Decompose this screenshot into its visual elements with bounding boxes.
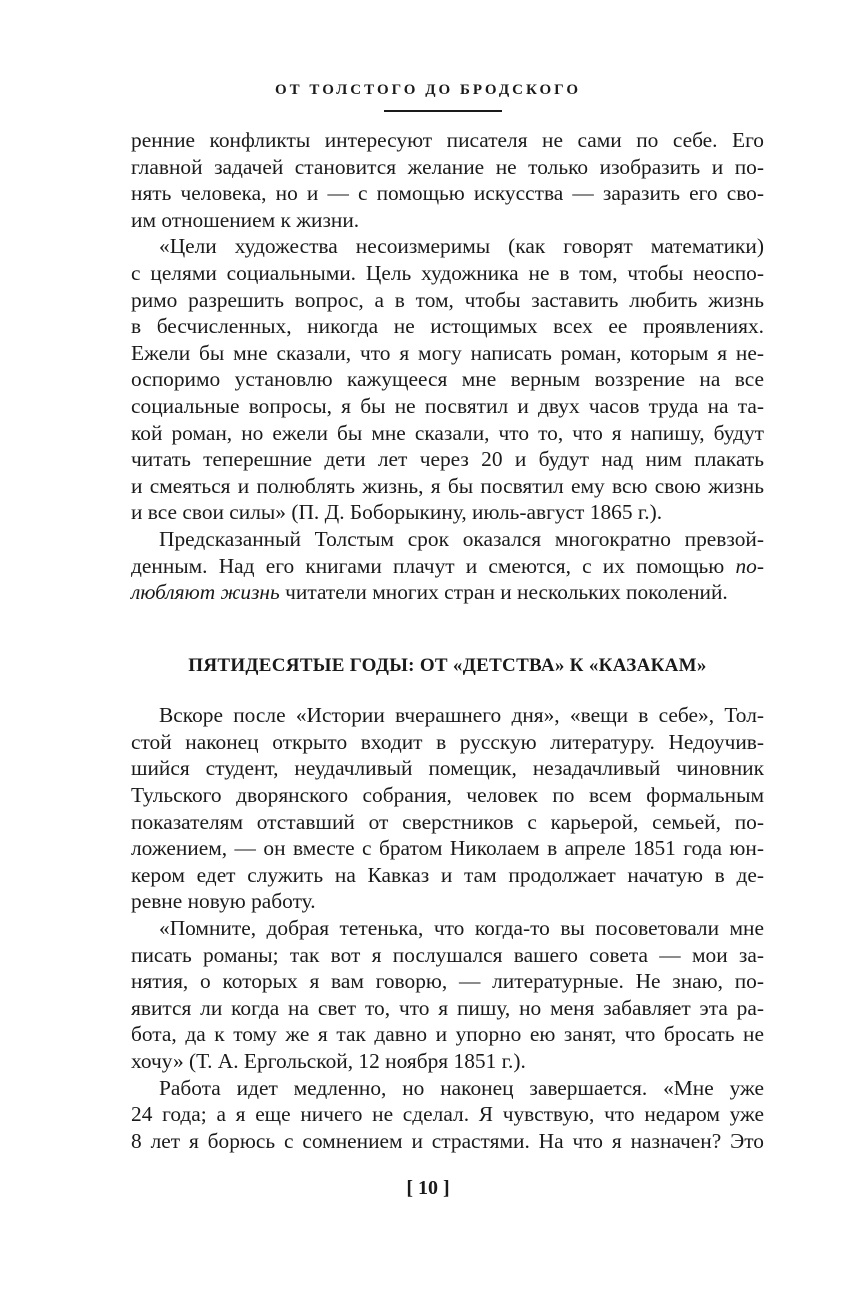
text-line: бота, да к тому же я так давно и упорно ею занят, что бросать не [131, 1022, 764, 1047]
page-number: [ 10 ] [406, 1177, 450, 1199]
text-line: нятия, о которых я вам говорю, — литературные. Не знаю, по- [131, 969, 764, 994]
text-line: шийся студент, неудачливый помещик, незадачливый чиновник [131, 756, 764, 781]
paragraph [131, 702, 764, 915]
text-line [131, 579, 764, 606]
text-line: ренние конфликты интересуют писателя не сами по себе. Его [131, 128, 764, 152]
text-line: Работа идет медленно, но наконец завершается. «Мне уже [159, 1075, 764, 1100]
text-line: главной задачей становится желание не только изобразить и по- [131, 154, 764, 179]
text-line: римо разрешить вопрос, а в том, чтобы заставить любить жизнь [131, 287, 764, 312]
running-head: ОТ ТОЛСТОГО ДО БРОДСКОГО [274, 82, 582, 98]
text-line: ложением, — он вместе с братом Николаем в апреле 1851 года юн- [131, 836, 764, 861]
paragraph [131, 233, 764, 526]
text-line: оспоримо установлю кажущееся мне верным воззрение на все [131, 367, 764, 392]
text-line: социальные вопросы, я бы не посвятил и двух часов труда на та- [131, 393, 764, 418]
text-line: читать теперешние дети лет через 20 и будут над ним плакать [131, 447, 764, 472]
text-line: 8 лет я борюсь с сомнением и страстями. На что я назначен? Это [131, 1128, 764, 1153]
text-line: и все свои силы» (П. Д. Боборыкину, июль-август 1865 г.). [131, 500, 663, 525]
text-line: с целями социальными. Цель художника не в том, чтобы неоспо- [131, 260, 764, 285]
text-line: кером едет служить на Кавказ и там продолжает начатую в де- [131, 862, 764, 887]
text-line: хочу» (Т. А. Ергольской, 12 ноября 1851 г.). [131, 1049, 526, 1073]
text-line: и смеяться и полюблять жизнь, я бы посвятил ему всю свою жизнь [131, 473, 764, 498]
text-line: Предсказанный Толстым срок оказался многократно превзой- [159, 526, 764, 551]
text-run: читатели многих стран и нескольких поколений. [279, 580, 728, 605]
text-run: денным. Над его книгами плачут и смеются, с их помощью [131, 553, 736, 578]
text-line: писать романы; так вот я послушался вашего совета — мои за- [131, 942, 764, 967]
running-head-rule [384, 110, 502, 112]
section-heading: ПЯТИДЕСЯТЫЕ ГОДЫ: ОТ «ДЕТСТВА» К «КАЗАКАМ» [188, 654, 707, 676]
text-line: Ежели бы мне сказали, что я могу написать роман, которым я не- [131, 340, 764, 365]
spacer [131, 606, 764, 653]
text-line: Тульского дворянского собрания, человек по всем формальным [131, 783, 764, 808]
spacer [131, 679, 764, 702]
text-line: Вскоре после «Истории вчерашнего дня», «вещи в себе», Тол- [159, 703, 764, 728]
text-line: нять человека, но и — с помощью искусства — заразить его сво- [131, 181, 764, 206]
text-line: в бесчисленных, никогда не истощимых всех ее проявлениях. [131, 314, 764, 339]
paragraph [131, 526, 764, 606]
text-line [131, 553, 764, 580]
text-line: кой роман, но ежели бы мне сказали, что то, что я напишу, будут [131, 420, 764, 445]
text-line: стой наконец открыто входит в русскую литературу. Недоучив- [131, 729, 764, 754]
text-line: явится ли когда на свет то, что я пишу, но меня забавляет эта ра- [131, 995, 764, 1020]
text-line: «Помните, добрая тетенька, что когда-то вы посоветовали мне [159, 916, 764, 941]
text-line: 24 года; а я еще ничего не сделал. Я чувствую, что недаром уже [131, 1102, 764, 1127]
text-line: ревне новую работу. [131, 889, 316, 914]
text-line: показателям отставший от сверстников с карьерой, семьей, по- [131, 809, 764, 834]
body-text [131, 127, 764, 1154]
paragraph [131, 915, 764, 1075]
italic-text: любляют жизнь [131, 580, 280, 605]
text-line: «Цели художества несоизмеримы (как говорят математики) [159, 234, 764, 259]
text-line: им отношением к жизни. [131, 207, 360, 232]
paragraph [131, 127, 764, 233]
italic-text: по- [735, 553, 764, 578]
paragraph [131, 1075, 764, 1155]
